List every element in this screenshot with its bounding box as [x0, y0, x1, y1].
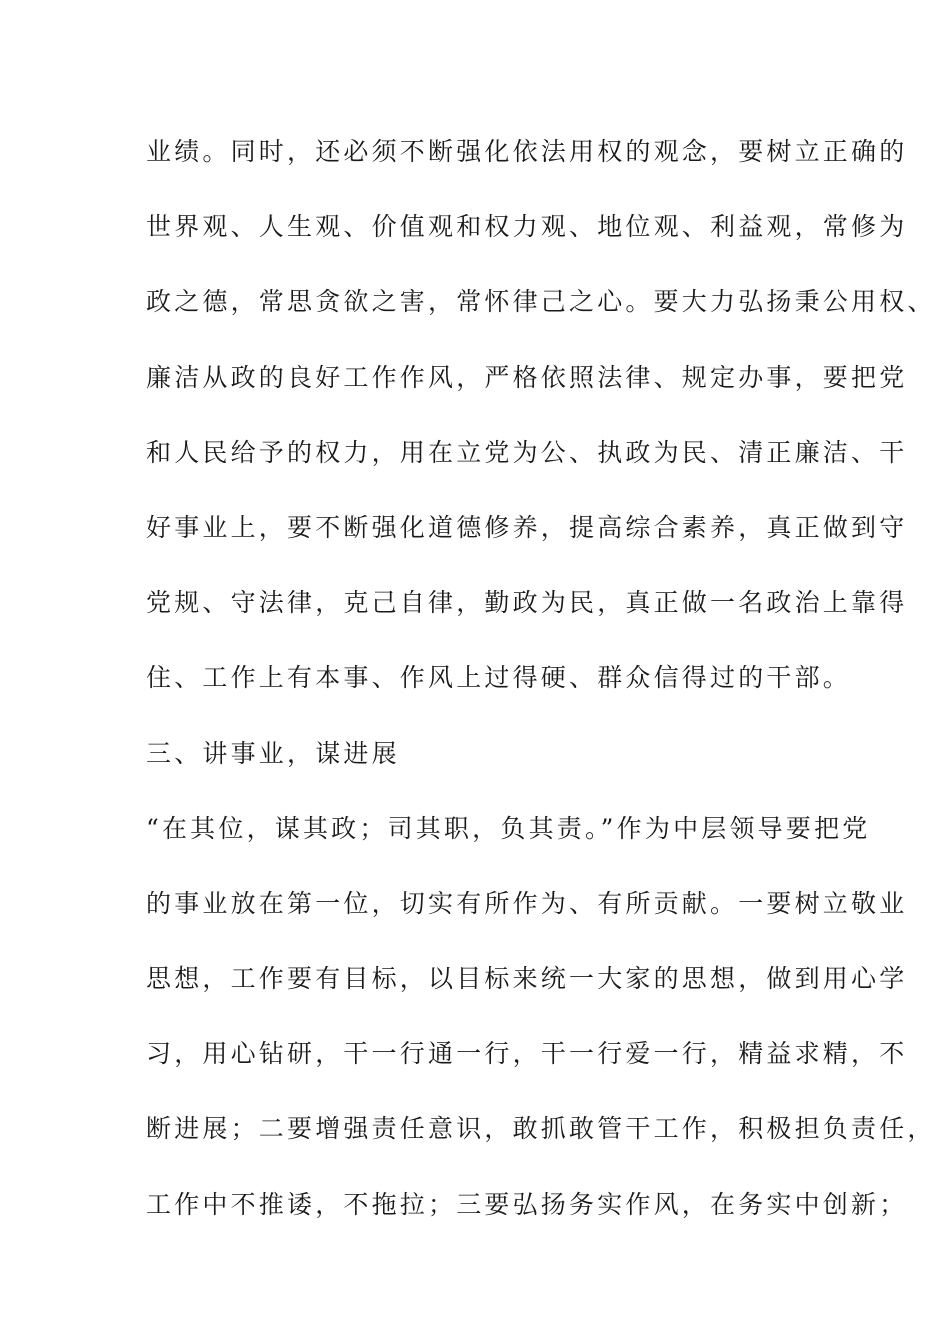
text-line: 习，用心钻研，干一行通一行，干一行爱一行，精益求精，不 — [146, 1039, 908, 1069]
text-line: 和人民给予的权力，用在立党为公、执政为民、清正廉洁、干 — [146, 437, 908, 467]
text-line: 好事业上，要不断强化道德修养，提高综合素养，真正做到守 — [146, 512, 908, 542]
document-body — [146, 132, 936, 1260]
text-line: 业绩。同时，还必须不断强化依法用权的观念，要树立正确的 — [146, 137, 908, 166]
text-line: 世界观、人生观、价值观和权力观、地位观、利益观，常修为 — [146, 212, 908, 242]
text-line: 廉洁从政的良好工作作风，严格依照法律、规定办事，要把党 — [146, 362, 908, 392]
text-line: “在其位，谋其政；司其职，负其责。”作为中层领导要把党 — [146, 813, 871, 843]
section-heading: 三、讲事业，谋进展 — [146, 738, 400, 768]
text-line: 工作中不推诿，不拖拉；三要弘扬务实作风，在务实中创新； — [146, 1189, 908, 1219]
text-line: 政之德，常思贪欲之害，常怀律己之心。要大力弘扬秉公用权、 — [146, 287, 936, 317]
text-line: 住、工作上有本事、作风上过得硬、群众信得过的干部。 — [146, 663, 852, 693]
text-line: 思想，工作要有目标，以目标来统一大家的思想，做到用心学 — [146, 964, 908, 994]
text-line: 断进展；二要增强责任意识，敢抓敢管干工作，积极担负责任， — [146, 1114, 936, 1144]
text-line: 党规、守法律，克己自律，勤政为民，真正做一名政治上靠得 — [146, 588, 908, 618]
text-line: 的事业放在第一位，切实有所作为、有所贡献。一要树立敬业 — [146, 888, 908, 918]
